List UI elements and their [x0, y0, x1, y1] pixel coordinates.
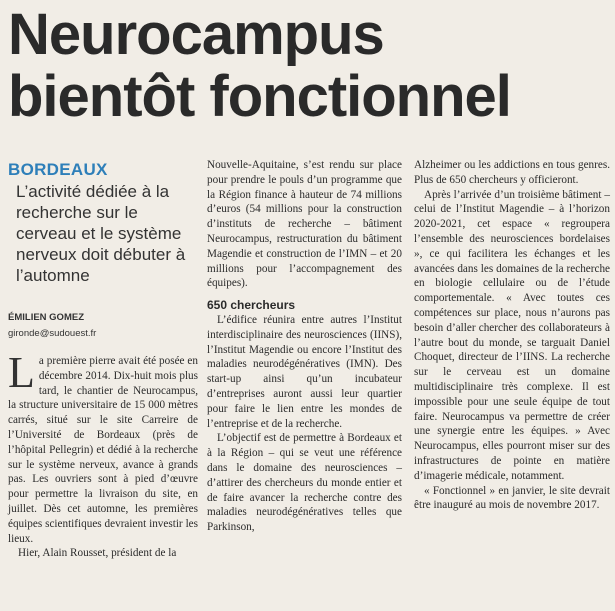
paragraph: Après l’arrivée d’un troisième bâtiment – celui de l’Institut Magendie – à l’horizon 2020-2021, cet espace « regroupera l’ensemble des neurosciences bordelaises », ce qui facilitera les échanges et les avancées dans les domaines de la recherche en biologie cellulaire ou de l’étude comportementale. « Avec toutes ces compétences sur place, nous n’aurons pas besoin d’aller chercher des collaborateurs à l’autre bout du monde, se targuait Daniel Choquet, directeur de l’IINS. La recherche sur le cerveau est un domaine multidisciplinaire très complexe. Il est impossible pour une seule équipe de tout faire. Neurocampus va permettre de créer une synergie entre les équipes. » Avec Neurocampus, elles pourront miser sur des infrastructures de pointe en matière d’imagerie médicale, notamment. — [414, 188, 610, 482]
paragraph: L’édifice réunira entre autres l’Institut interdisciplinaire des neurosciences (IINS), l’Institut Magendie ou encore l’Institut des maladies neurodégénératives (IMN). Des start-up ainsi qu’un incubateur d’entreprises auront aussi leur quartier pour faire le lien entre les mondes de l’entreprise et de la recherche. — [207, 313, 402, 430]
paragraph: Nouvelle-Aquitaine, s’est rendu sur place pour prendre le pouls d’un programme que la Région finance à hauteur de 74 millions d’euros (54 millions pour la construction d’instituts de recherche – bâtiment Neurocampus, restructuration du bâtiment Magendie et construction de l’IMN – et 20 millions pour l’accompagnement des équipes). — [207, 159, 402, 290]
article-body-col1 — [8, 348, 198, 561]
headline — [8, 4, 608, 128]
location-label: BORDEAUX — [8, 160, 108, 179]
paragraph — [8, 348, 198, 546]
article-body-col2 — [207, 158, 402, 535]
subhead: 650 chercheurs — [207, 298, 296, 313]
headline-line-2: bientôt fonctionnel — [8, 64, 511, 129]
drop-cap: L — [8, 348, 35, 397]
byline — [8, 311, 198, 340]
headline-line-1: Neurocampus — [8, 2, 384, 67]
author-email: gironde@sudouest.fr — [8, 328, 97, 339]
paragraph: Hier, Alain Rousset, président de la — [18, 547, 177, 560]
paragraph-text: a première pierre avait été posée en décembre 2014. Dix-huit mois plus tard, le chantier de Neurocampus, la structure universitaire de 15 000 mètres carrés, situé sur le site Carreire de l’Université de Bordeaux (près de l’hôpital Pellegrin) et dédié à la recherche sur le système nerveux, avance à grands pas. Les ouvriers sont à pied d’œuvre pour permettre la livraison du site, en juillet. Dès cet automne, les premières équipes scientifiques devraient investir les lieux. — [8, 355, 198, 545]
column-1 — [8, 160, 198, 561]
article-body-col3 — [414, 158, 610, 513]
author-name: ÉMILIEN GOMEZ — [8, 312, 84, 323]
article-dek: L’activité dédiée à la recherche sur le cerveau et le système nerveux doit débuter à l’automne — [16, 182, 186, 285]
paragraph: L’objectif est de permettre à Bordeaux et à la Région – qui se veut une référence dans le domaine des neurosciences – d’attirer des chercheurs du monde entier et de faire avancer la recherche contre des maladies neurodégénératives telles que Parkinson, — [207, 432, 402, 534]
paragraph: Alzheimer ou les addictions en tous genres. Plus de 650 chercheurs y officieront. — [414, 159, 610, 186]
paragraph: « Fonctionnel » en janvier, le site devrait être inauguré au mois de novembre 2017. — [414, 484, 610, 512]
